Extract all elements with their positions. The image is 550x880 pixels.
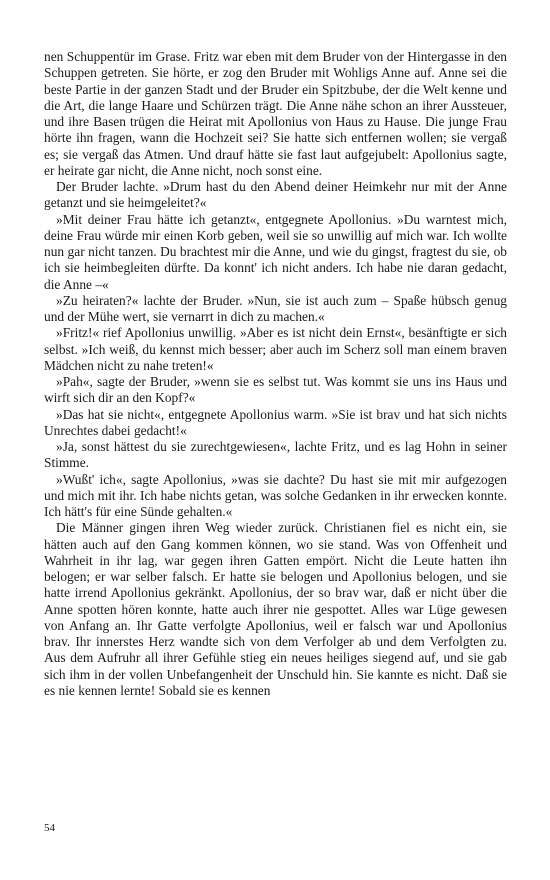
paragraph-3: »Mit deiner Frau hätte ich getanzt«, entgegnete Apollonius. »Du warntest mich, deine Frau würde mir einen Korb geben, weil sie so unwillig auf mich war. Ich wollte nun gar nicht tanzen. Du brachtest mir die Anne, und wie du gingst, fragtest du sie, ob ich sie heimbegleiten dürfte. Da konnt' ich nicht anders. Ich habe nie daran gedacht, die Anne –« — [44, 211, 507, 292]
page-body — [44, 49, 507, 699]
paragraph-2: Der Bruder lachte. »Drum hast du den Abend deiner Heimkehr nur mit der Anne getanzt und sie heimgeleitet?« — [44, 179, 507, 211]
paragraph-1: nen Schuppentür im Grase. Fritz war eben mit dem Bruder von der Hintergasse in den Schuppen getreten. Sie hörte, er zog den Bruder mit Wohligs Anne auf. Anne sei die beste Partie in der ganzen Stadt und der Bruder ein Spitzbube, der die Welt kenne und die Art, die lange Haare und Schürzen trägt. Die Anne nähe schon an ihrer Aussteuer, und ihre Basen trügen die Heirat mit Apollonius von Haus zu Hause. Die junge Frau hörte ihn fragen, wann die Hochzeit sei? Sie hatte sich entfernen wollen; sie vergaß es; sie vergaß das Atmen. Und drauf hätte sie fast laut aufgejubelt: Apollonius sagte, er heirate gar nicht, die Anne nicht, noch sonst eine. — [44, 49, 507, 178]
paragraph-4: »Zu heiraten?« lachte der Bruder. »Nun, sie ist auch zum – Spaße hübsch genug und der Mühe wert, sie vernarrt in dich zu machen.« — [44, 292, 507, 324]
paragraph-9: »Wußt' ich«, sagte Apollonius, »was sie dachte? Du hast sie mit mir aufgezogen und mich mit ihr. Ich habe nichts getan, was solche Gedanken in ihr erwecken konnte. Ich hätt's für eine Sünde gehalten.« — [44, 471, 507, 519]
page-number: 54 — [44, 822, 55, 834]
paragraph-10: Die Männer gingen ihren Weg wieder zurück. Christianen fiel es nicht ein, sie hätten auch auf den Gang kommen können, wo sie stand. Was von Offenheit und Wahrheit in ihr lag, war gegen ihren Gatten empört. Nicht die Leute hatten ihn belogen; er war selber falsch. Er hatte sie belogen und Apollonius belogen, und sie hatte irrend Apollonius gekränkt. Apollonius, der so brav war, daß er nicht über die Anne spotten hören konnte, hatte auch ihrer nie gespottet. Alles war Lüge gewesen von Anfang an. Ihr Gatte verfolgte Apollonius, weil er falsch war und Apollonius brav. Ihr innerstes Herz wandte sich von dem Verfolger ab und dem Verfolgten zu. Aus dem Aufruhr all ihrer Gefühle stieg ein neues heiliges siegend auf, und sie gab sich ihm in der vollen Unbefangenheit der Unschuld hin. Sie kannte es nicht. Daß sie es nie kennen lernte! Sobald sie es kennen — [44, 520, 507, 698]
paragraph-7: »Das hat sie nicht«, entgegnete Apollonius warm. »Sie ist brav und hat sich nichts Unrechtes dabei gedacht!« — [44, 406, 507, 438]
paragraph-5: »Fritz!« rief Apollonius unwillig. »Aber es ist nicht dein Ernst«, besänftigte er sich selbst. »Ich weiß, du kennst mich besser; aber auch im Scherz soll man einem braven Mädchen nicht zu nahe treten!« — [44, 325, 507, 373]
paragraph-8: »Ja, sonst hättest du sie zurechtgewiesen«, lachte Fritz, und es lag Hohn in seiner Stimme. — [44, 439, 507, 471]
paragraph-6: »Pah«, sagte der Bruder, »wenn sie es selbst tut. Was kommt sie uns ins Haus und wirft sich dir an den Kopf?« — [44, 374, 507, 406]
